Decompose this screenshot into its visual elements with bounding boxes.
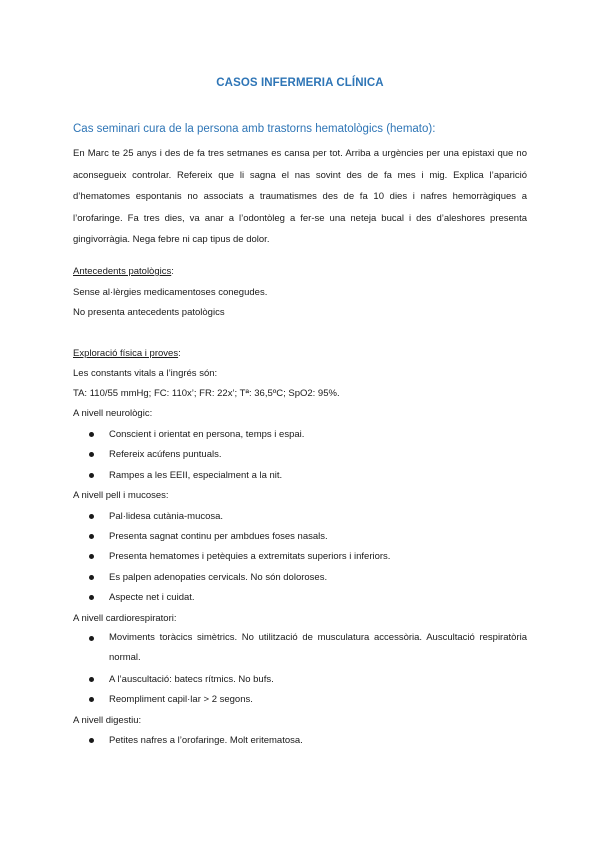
bullet-icon [89,432,94,437]
case-subtitle: Cas seminari cura de la persona amb trastorns hematològics (hemato): [73,123,436,135]
bullet-icon [89,514,94,519]
bullet-icon [89,697,94,702]
bullet-icon [89,575,94,580]
bullet-icon [89,534,94,539]
section-label-neuro: A nivell neurològic: [73,408,153,419]
exploration-heading: Exploració física i proves: [73,348,181,359]
document-page: CASOS INFERMERIA CLÍNICA Cas seminari cura de la persona amb trastorns hematològics (hemato): En Marc te 25 anys i des de fa tres setmanes es cansa per tot. Arriba a urgències per una epistaxi que no aconsegueix controlar. Refereix que li sagna el nas sovint des de fa mes i mig. Explica l’aparició d’hematomes espontanis no associats a traumatismes des de fa 10 dies i nafres hemorràgiques a l’orofaringe. Fa tres dies, va anar a l’odontòleg a fer-se una neteja bucal i des d’aleshores presenta gingivorràgia. Nega febre ni cap tipus de dolor. Antecedents patològics: Sense al·lèrgies medicamentoses conegudes. No presenta antecedents patològics Exploració física i proves: Les constants vitals a l’ingrés són: TA: 110/55 mmHg; FC: 110x’; FR: 22x’; Tª: 36,5ºC; SpO2: 95%. A nivell neurològic: Conscient i orientat en persona, temps i espai. Refereix acúfens puntuals. Rampes a les EEII, especialment a la nit. A nivell pell i mucoses: Pal·lidesa cutània-mucosa. Presenta sagnat continu per ambdues foses nasals. Presenta hematomes i petèquies a extremitats superiors i inferiors. Es palpen adenopaties cervicals. No són doloroses. Aspecte net i cuidat. A nivell cardiorespiratori: Moviments toràcics simètrics. No utilització de musculatura accessòria. Auscultació respiratòria normal. A l’auscultació: batecs rítmics. No bufs. Reompliment capil·lar > 2 segons. A nivell digestiu: Petites nafres a l’orofaringe. Molt eritematosa. [0,0,600,848]
bullet-icon [89,677,94,682]
antecedents-heading: Antecedents patològics: [73,266,174,277]
bullet-icon [89,738,94,743]
antecedents-line: Sense al·lèrgies medicamentoses conegudes. [73,287,268,298]
vitals-values: TA: 110/55 mmHg; FC: 110x’; FR: 22x’; Tª: 36,5ºC; SpO2: 95%. [73,388,340,399]
bullet-icon [89,473,94,478]
section-label-digestive: A nivell digestiu: [73,715,142,726]
document-title: CASOS INFERMERIA CLÍNICA [216,77,384,89]
case-intro-paragraph: En Marc te 25 anys i des de fa tres setmanes es cansa per tot. Arriba a urgències per una epistaxi que no aconsegueix controlar. Refereix que li sagna el nas sovint des de fa mes i mig. Explica l’aparició d’hematomes espontanis no associats a traumatismes des de fa 10 dies i nafres hemorràgiques a l’orofaringe. Fa tres dies, va anar a l’odontòleg a fer-se una neteja bucal i des d’aleshores presenta gingivorràgia. Nega febre ni cap tipus de dolor. [73,148,527,245]
section-label-skin: A nivell pell i mucoses: [73,490,169,501]
bullet-icon [89,554,94,559]
vitals-label: Les constants vitals a l’ingrés són: [73,368,218,379]
antecedents-line: No presenta antecedents patològics [73,307,225,318]
bullet-icon [89,595,94,600]
section-label-cardio: A nivell cardiorespiratori: [73,613,177,624]
bullet-icon [89,636,94,641]
bullet-icon [89,452,94,457]
